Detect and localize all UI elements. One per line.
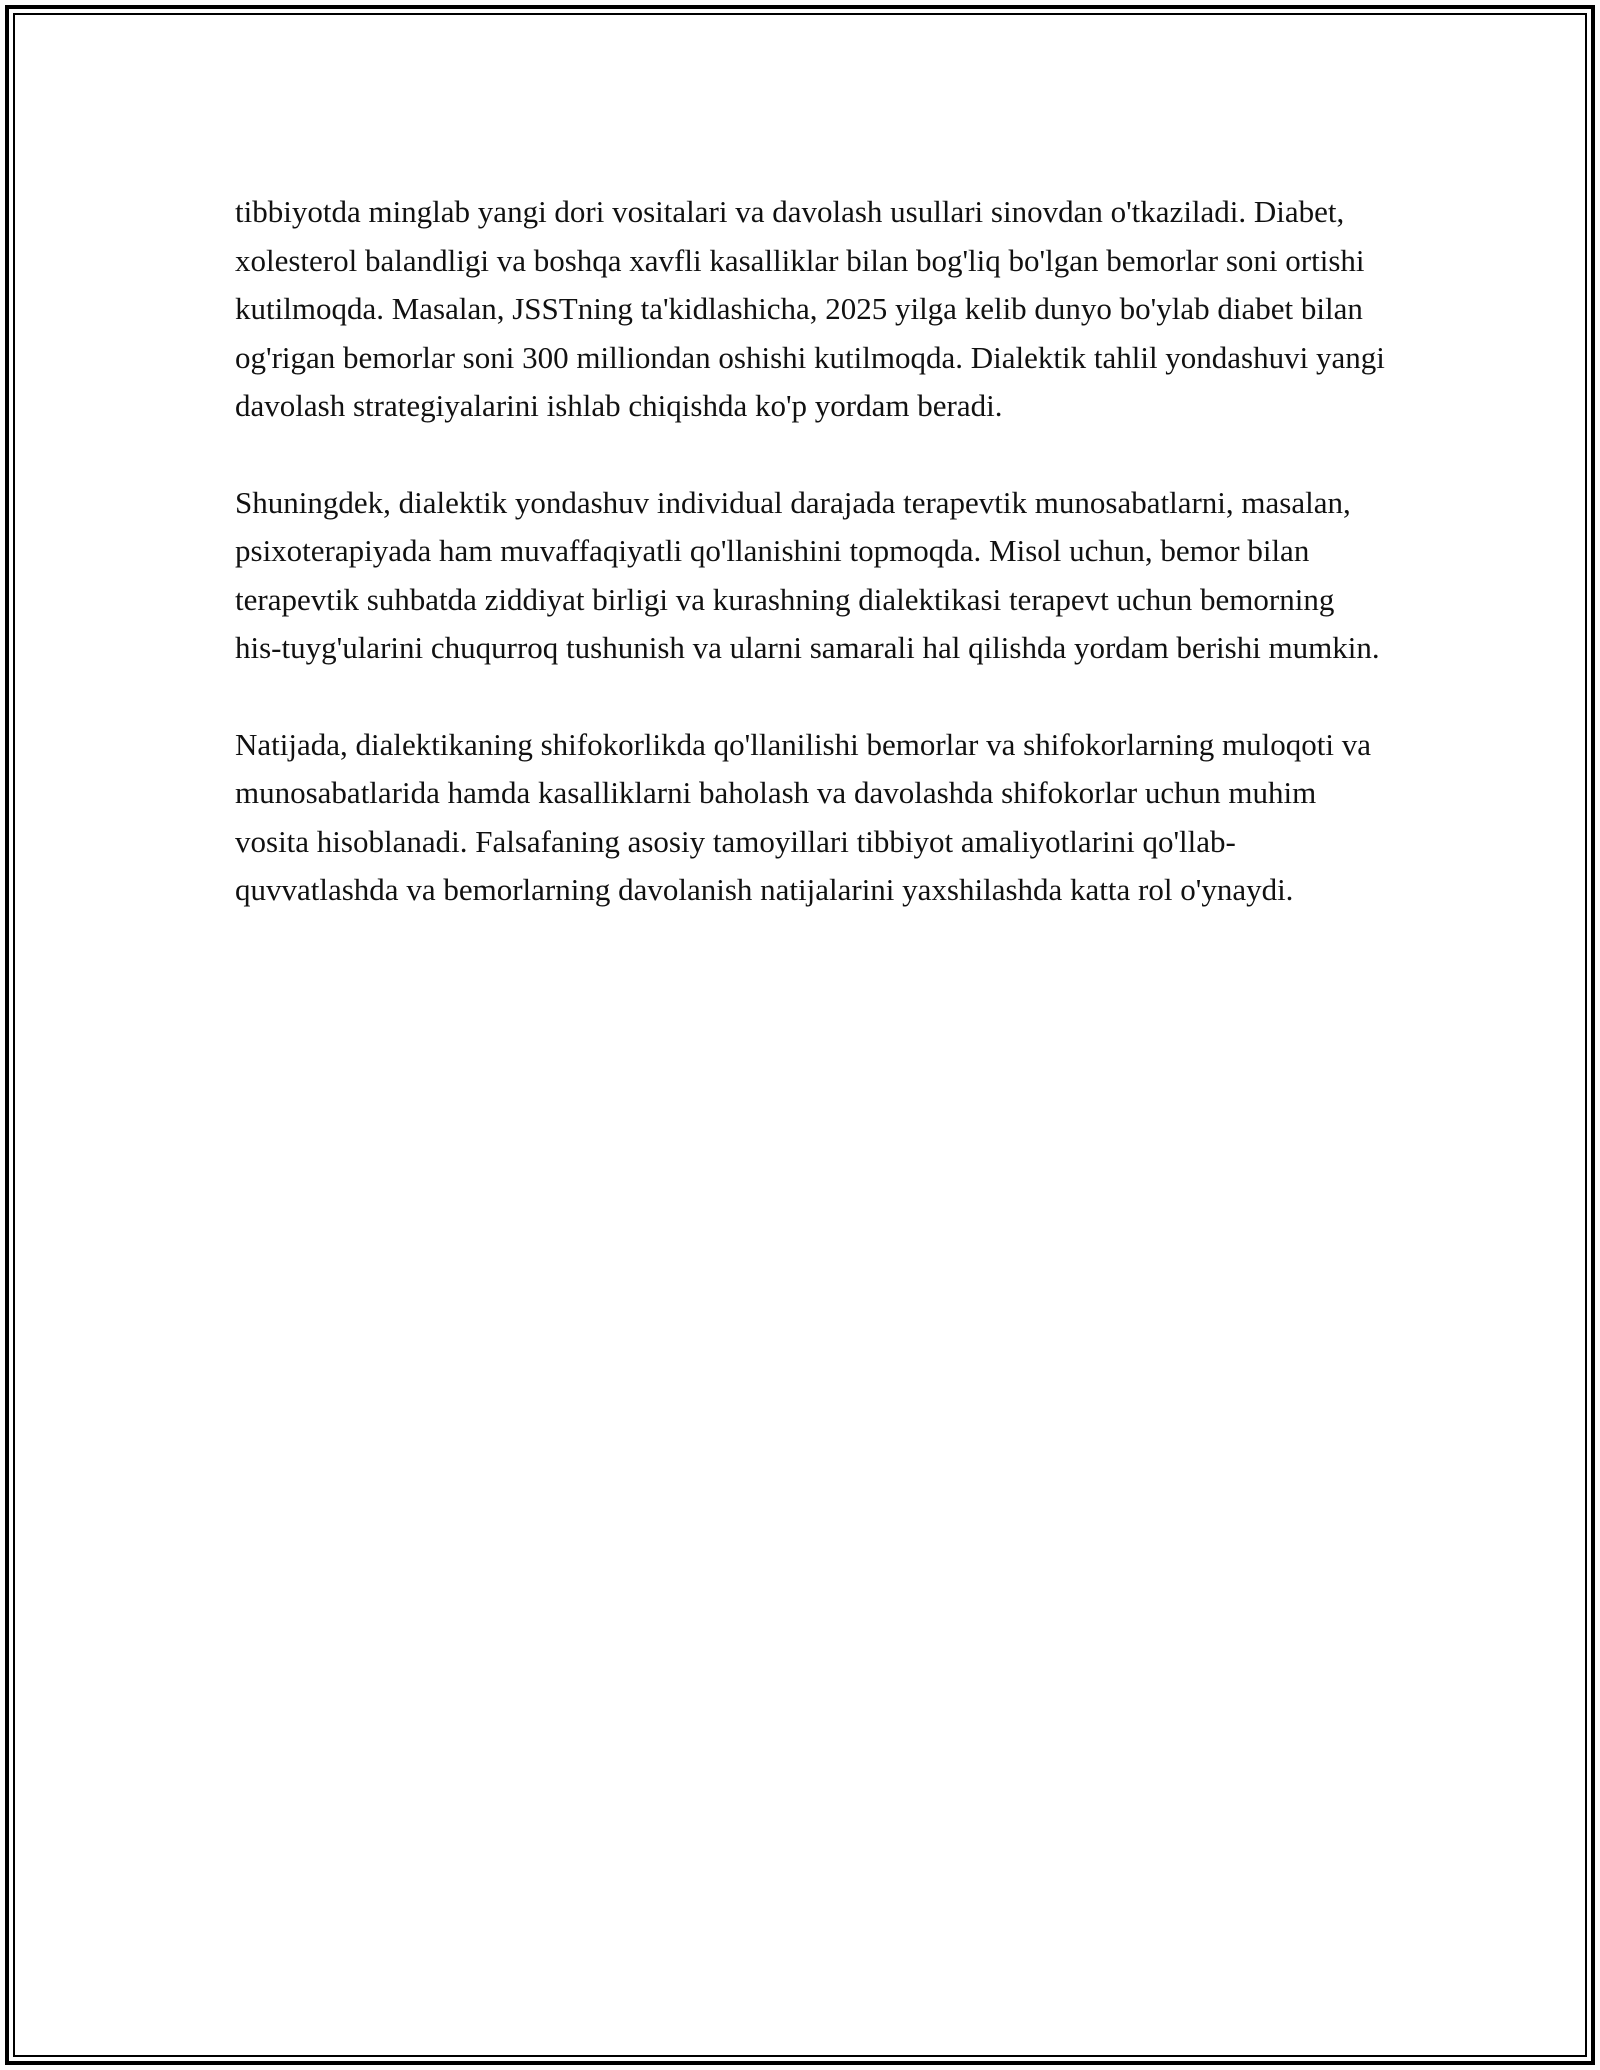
paragraph-1: tibbiyotda minglab yangi dori vositalari va davolash usullari sinovdan o'tkaziladi. Diabet, xolesterol balandligi va boshqa xavfli kasalliklar bilan bog'liq bo'lgan bemorlar soni ortishi kutilmoqda. Masalan, JSSTning ta'kidlashicha, 2025 yilga kelib dunyo bo'ylab diabet bilan og'rigan bemorlar soni 300 milliondan oshishi kutilmoqda. Dialektik tahlil yondashuvi yangi davolash strategiyalarini ishlab chiqishda ko'p yordam beradi. [235,194,1385,423]
paragraph-2: Shuningdek, dialektik yondashuv individual darajada terapevtik munosabatlarni, masalan, psixoterapiyada ham muvaffaqiyatli qo'llanishini topmoqda. Misol uchun, bemor bilan terapevtik suhbatda ziddiyat birligi va kurashning dialektikasi terapevt uchun bemorning his-tuyg'ularini chuqurroq tushunish va ularni samarali hal qilishda yordam berishi mumkin. [235,484,1380,665]
document-body [235,188,1385,915]
paragraph-3: Natijada, dialektikaning shifokorlikda qo'llanilishi bemorlar va shifokorlarning muloqoti va munosabatlarida hamda kasalliklarni baholash va davolashda shifokorlar uchun muhim vosita hisoblanadi. Falsafaning asosiy tamoyillari tibbiyot amaliyotlarini qo'llab-quvvatlashda va bemorlarning davolanish natijalarini yaxshilashda katta rol o'ynaydi. [235,726,1371,907]
